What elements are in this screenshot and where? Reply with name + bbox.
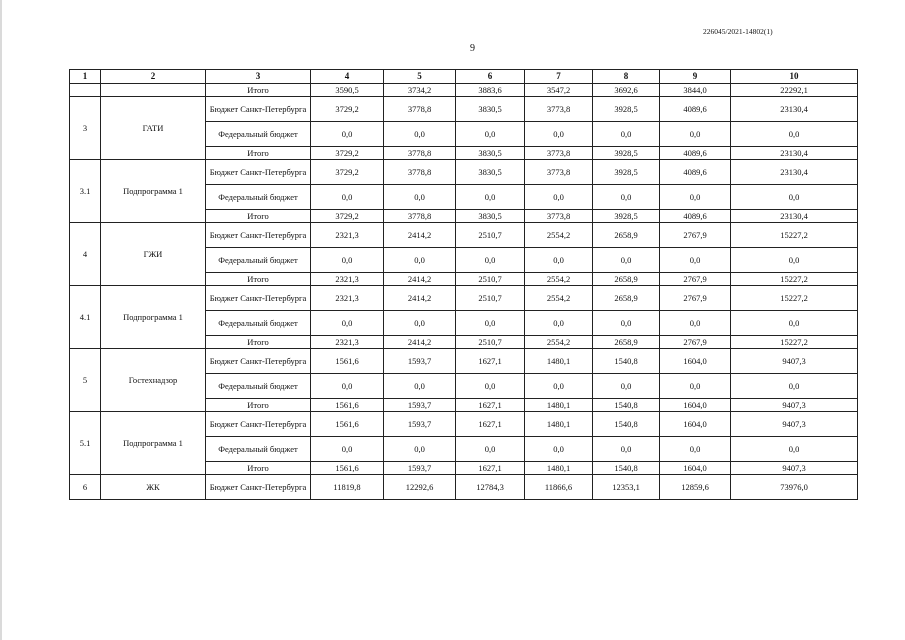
year-value-cell: 1480,1 [525, 349, 593, 374]
year-value-cell: 0,0 [311, 311, 384, 336]
funding-source-cell: Бюджет Санкт-Петербурга [206, 412, 311, 437]
year-value-cell: 2321,3 [311, 286, 384, 311]
total-value-cell: 0,0 [731, 122, 858, 147]
row-number-cell [70, 84, 101, 97]
year-value-cell: 0,0 [660, 248, 731, 273]
year-value-cell: 1593,7 [384, 349, 456, 374]
year-value-cell: 0,0 [456, 374, 525, 399]
year-value-cell: 1561,6 [311, 412, 384, 437]
year-value-cell: 0,0 [525, 248, 593, 273]
total-value-cell: 73976,0 [731, 475, 858, 500]
year-value-cell: 1627,1 [456, 462, 525, 475]
total-value-cell: 22292,1 [731, 84, 858, 97]
year-value-cell: 11819,8 [311, 475, 384, 500]
funding-source-cell: Федеральный бюджет [206, 122, 311, 147]
year-value-cell: 1627,1 [456, 349, 525, 374]
funding-source-cell: Федеральный бюджет [206, 311, 311, 336]
year-value-cell: 1604,0 [660, 399, 731, 412]
year-value-cell: 0,0 [311, 185, 384, 210]
entity-name-cell [101, 84, 206, 97]
year-value-cell: 3928,5 [593, 160, 660, 185]
year-value-cell: 3547,2 [525, 84, 593, 97]
year-value-cell: 2321,3 [311, 273, 384, 286]
year-value-cell: 4089,6 [660, 97, 731, 122]
column-header: 8 [593, 70, 660, 84]
entity-name-cell: ГАТИ [101, 97, 206, 160]
table-row [70, 475, 858, 500]
year-value-cell: 0,0 [456, 185, 525, 210]
year-value-cell: 4089,6 [660, 147, 731, 160]
funding-source-cell: Итого [206, 210, 311, 223]
year-value-cell: 2658,9 [593, 273, 660, 286]
year-value-cell: 0,0 [456, 248, 525, 273]
year-value-cell: 0,0 [384, 311, 456, 336]
funding-source-cell: Федеральный бюджет [206, 437, 311, 462]
table-row [70, 223, 858, 248]
total-value-cell: 23130,4 [731, 160, 858, 185]
year-value-cell: 3692,6 [593, 84, 660, 97]
year-value-cell: 12859,6 [660, 475, 731, 500]
year-value-cell: 3928,5 [593, 97, 660, 122]
year-value-cell: 0,0 [660, 437, 731, 462]
year-value-cell: 0,0 [384, 437, 456, 462]
year-value-cell: 4089,6 [660, 160, 731, 185]
year-value-cell: 0,0 [525, 311, 593, 336]
year-value-cell: 2554,2 [525, 336, 593, 349]
total-value-cell: 0,0 [731, 437, 858, 462]
funding-source-cell: Бюджет Санкт-Петербурга [206, 97, 311, 122]
entity-name-cell: ЖК [101, 475, 206, 500]
scan-edge [0, 0, 2, 640]
year-value-cell: 0,0 [311, 437, 384, 462]
year-value-cell: 12784,3 [456, 475, 525, 500]
total-value-cell: 15227,2 [731, 336, 858, 349]
funding-source-cell: Бюджет Санкт-Петербурга [206, 286, 311, 311]
header-row [70, 70, 858, 84]
year-value-cell: 2767,9 [660, 223, 731, 248]
year-value-cell: 1593,7 [384, 412, 456, 437]
year-value-cell: 2510,7 [456, 286, 525, 311]
year-value-cell: 2321,3 [311, 336, 384, 349]
year-value-cell: 2658,9 [593, 336, 660, 349]
funding-source-cell: Федеральный бюджет [206, 185, 311, 210]
column-header: 9 [660, 70, 731, 84]
funding-source-cell: Бюджет Санкт-Петербурга [206, 223, 311, 248]
row-number-cell: 3 [70, 97, 101, 160]
total-value-cell: 0,0 [731, 374, 858, 399]
year-value-cell: 2554,2 [525, 273, 593, 286]
year-value-cell: 1561,6 [311, 462, 384, 475]
column-header: 5 [384, 70, 456, 84]
year-value-cell: 0,0 [525, 122, 593, 147]
year-value-cell: 2767,9 [660, 273, 731, 286]
year-value-cell: 0,0 [593, 374, 660, 399]
year-value-cell: 0,0 [593, 185, 660, 210]
row-number-cell: 5.1 [70, 412, 101, 475]
funding-source-cell: Бюджет Санкт-Петербурга [206, 349, 311, 374]
year-value-cell: 3773,8 [525, 210, 593, 223]
year-value-cell: 2658,9 [593, 223, 660, 248]
entity-name-cell: Гостехнадзор [101, 349, 206, 412]
funding-source-cell: Итого [206, 399, 311, 412]
year-value-cell: 3778,8 [384, 97, 456, 122]
year-value-cell: 4089,6 [660, 210, 731, 223]
table-row [70, 412, 858, 437]
year-value-cell: 3778,8 [384, 210, 456, 223]
year-value-cell: 0,0 [660, 311, 731, 336]
table-row [70, 97, 858, 122]
column-header: 10 [731, 70, 858, 84]
column-header: 1 [70, 70, 101, 84]
year-value-cell: 2414,2 [384, 273, 456, 286]
year-value-cell: 3773,8 [525, 160, 593, 185]
year-value-cell: 0,0 [384, 122, 456, 147]
total-value-cell: 9407,3 [731, 412, 858, 437]
year-value-cell: 1604,0 [660, 462, 731, 475]
year-value-cell: 0,0 [593, 437, 660, 462]
year-value-cell: 3830,5 [456, 210, 525, 223]
year-value-cell: 2510,7 [456, 273, 525, 286]
row-number-cell: 3.1 [70, 160, 101, 223]
year-value-cell: 1480,1 [525, 412, 593, 437]
entity-name-cell: Подпрограмма 1 [101, 286, 206, 349]
year-value-cell: 2554,2 [525, 286, 593, 311]
year-value-cell: 0,0 [525, 374, 593, 399]
total-value-cell: 23130,4 [731, 210, 858, 223]
year-value-cell: 0,0 [525, 185, 593, 210]
page-number: 9 [470, 43, 475, 54]
year-value-cell: 1593,7 [384, 462, 456, 475]
funding-source-cell: Итого [206, 273, 311, 286]
table-row [70, 286, 858, 311]
year-value-cell: 0,0 [660, 122, 731, 147]
year-value-cell: 1540,8 [593, 349, 660, 374]
year-value-cell: 2510,7 [456, 336, 525, 349]
year-value-cell: 0,0 [456, 437, 525, 462]
total-value-cell: 0,0 [731, 311, 858, 336]
year-value-cell: 3928,5 [593, 210, 660, 223]
column-header: 7 [525, 70, 593, 84]
year-value-cell: 1480,1 [525, 399, 593, 412]
year-value-cell: 1627,1 [456, 399, 525, 412]
year-value-cell: 3729,2 [311, 210, 384, 223]
funding-source-cell: Итого [206, 336, 311, 349]
year-value-cell: 3729,2 [311, 97, 384, 122]
year-value-cell: 3830,5 [456, 160, 525, 185]
entity-name-cell: ГЖИ [101, 223, 206, 286]
funding-source-cell: Итого [206, 462, 311, 475]
document-number: 226045/2021-14802(1) [703, 27, 773, 36]
year-value-cell: 3830,5 [456, 147, 525, 160]
year-value-cell: 2510,7 [456, 223, 525, 248]
year-value-cell: 2414,2 [384, 336, 456, 349]
year-value-cell: 12353,1 [593, 475, 660, 500]
year-value-cell: 12292,6 [384, 475, 456, 500]
year-value-cell: 2554,2 [525, 223, 593, 248]
year-value-cell: 1540,8 [593, 412, 660, 437]
year-value-cell: 1540,8 [593, 462, 660, 475]
total-value-cell: 15227,2 [731, 273, 858, 286]
entity-name-cell: Подпрограмма 1 [101, 160, 206, 223]
year-value-cell: 1540,8 [593, 399, 660, 412]
year-value-cell: 2414,2 [384, 286, 456, 311]
year-value-cell: 2414,2 [384, 223, 456, 248]
table-body [70, 84, 858, 500]
budget-table [69, 69, 858, 500]
year-value-cell: 1604,0 [660, 349, 731, 374]
row-number-cell: 4.1 [70, 286, 101, 349]
total-value-cell: 9407,3 [731, 349, 858, 374]
year-value-cell: 1480,1 [525, 462, 593, 475]
total-value-cell: 9407,3 [731, 462, 858, 475]
year-value-cell: 0,0 [660, 374, 731, 399]
year-value-cell: 2321,3 [311, 223, 384, 248]
column-header: 2 [101, 70, 206, 84]
row-number-cell: 5 [70, 349, 101, 412]
funding-source-cell: Итого [206, 147, 311, 160]
year-value-cell: 3883,6 [456, 84, 525, 97]
year-value-cell: 1593,7 [384, 399, 456, 412]
table-row [70, 84, 858, 97]
year-value-cell: 3830,5 [456, 97, 525, 122]
year-value-cell: 3778,8 [384, 160, 456, 185]
year-value-cell: 3729,2 [311, 147, 384, 160]
year-value-cell: 0,0 [384, 185, 456, 210]
year-value-cell: 1561,6 [311, 349, 384, 374]
year-value-cell: 0,0 [311, 248, 384, 273]
year-value-cell: 3778,8 [384, 147, 456, 160]
table-row [70, 349, 858, 374]
table-row [70, 160, 858, 185]
year-value-cell: 3590,5 [311, 84, 384, 97]
total-value-cell: 9407,3 [731, 399, 858, 412]
funding-source-cell: Бюджет Санкт-Петербурга [206, 475, 311, 500]
total-value-cell: 15227,2 [731, 286, 858, 311]
year-value-cell: 3773,8 [525, 97, 593, 122]
funding-source-cell: Бюджет Санкт-Петербурга [206, 160, 311, 185]
year-value-cell: 0,0 [384, 374, 456, 399]
year-value-cell: 3734,2 [384, 84, 456, 97]
year-value-cell: 0,0 [456, 122, 525, 147]
year-value-cell: 0,0 [660, 185, 731, 210]
total-value-cell: 23130,4 [731, 97, 858, 122]
year-value-cell: 3773,8 [525, 147, 593, 160]
total-value-cell: 15227,2 [731, 223, 858, 248]
year-value-cell: 1627,1 [456, 412, 525, 437]
year-value-cell: 2767,9 [660, 336, 731, 349]
total-value-cell: 0,0 [731, 248, 858, 273]
column-header: 6 [456, 70, 525, 84]
year-value-cell: 0,0 [311, 374, 384, 399]
total-value-cell: 23130,4 [731, 147, 858, 160]
year-value-cell: 0,0 [593, 122, 660, 147]
year-value-cell: 3729,2 [311, 160, 384, 185]
year-value-cell: 3928,5 [593, 147, 660, 160]
year-value-cell: 0,0 [593, 248, 660, 273]
year-value-cell: 11866,6 [525, 475, 593, 500]
year-value-cell: 0,0 [456, 311, 525, 336]
year-value-cell: 0,0 [525, 437, 593, 462]
funding-source-cell: Итого [206, 84, 311, 97]
column-header: 3 [206, 70, 311, 84]
funding-source-cell: Федеральный бюджет [206, 248, 311, 273]
year-value-cell: 0,0 [311, 122, 384, 147]
year-value-cell: 1561,6 [311, 399, 384, 412]
row-number-cell: 4 [70, 223, 101, 286]
year-value-cell: 1604,0 [660, 412, 731, 437]
column-header: 4 [311, 70, 384, 84]
total-value-cell: 0,0 [731, 185, 858, 210]
year-value-cell: 0,0 [593, 311, 660, 336]
year-value-cell: 2767,9 [660, 286, 731, 311]
year-value-cell: 3844,0 [660, 84, 731, 97]
year-value-cell: 2658,9 [593, 286, 660, 311]
funding-source-cell: Федеральный бюджет [206, 374, 311, 399]
year-value-cell: 0,0 [384, 248, 456, 273]
row-number-cell: 6 [70, 475, 101, 500]
entity-name-cell: Подпрограмма 1 [101, 412, 206, 475]
